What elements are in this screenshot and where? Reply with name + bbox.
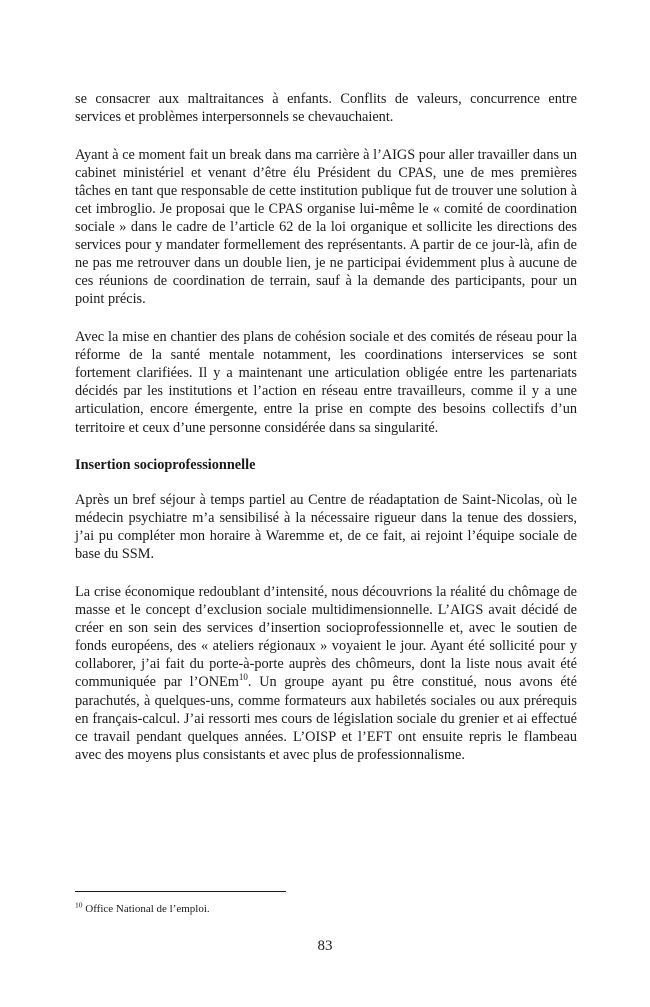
page-body xyxy=(75,90,577,783)
paragraph-cpas: Ayant à ce moment fait un break dans ma carrière à l’AIGS pour aller travailler dans un cabinet ministériel et venant d’être élu Président du CPAS, une de mes premières tâches en tant que responsable de cette institution publique fut de trouver une solution à cet imbroglio. Je proposai que le CPAS organise lui-même le « comité de coordination sociale » dans le cadre de l’article 62 de la loi organique et sollicite les directions des services pour y mandater formellement des représentants. A partir de ce jour-là, afin de ne pas me retrouver dans un double lien, je ne participai évidemment plus à aucune de ces réunions de coordination de terrain, sauf à la demande des participants, pour un point précis. xyxy=(75,146,577,308)
paragraph-saint-nicolas: Après un bref séjour à temps partiel au Centre de réadaptation de Saint-Nicolas, où le médecin psychiatre m’a sensibilisé à la nécessaire rigueur dans la tenue des dossiers, j’ai pu compléter mon horaire à Waremme et, de ce fait, ai rejoint l’équipe sociale de base du SSM. xyxy=(75,492,577,563)
paragraph-text-after-ref: . Un groupe ayant pu être constitué, nous avons été parachutés, à quelques-uns, comme formateurs aux habiletés sociales ou aux prérequis en français-calcul. J’ai ressorti mes cours de législation sociale du grenier et ai effectué ce travail pendant quelques années. L’OISP et l’EFT ont ensuite repris le flambeau avec des moyens plus consistants et avec plus de professionnalisme. xyxy=(75,674,577,763)
paragraph-coordination: Avec la mise en chantier des plans de cohésion sociale et des comités de réseau pour la réforme de la santé mentale notamment, les coordinations interservices se sont fortement clarifiées. Il y a maintenant une articulation obligée entre les partenariats décidés par les institutions et l’action en réseau entre travailleurs, comme il y a une articulation, encore émergente, entre la prise en compte des besoins collectifs d’un territoire et ceux d’une personne considérée dans sa singularité. xyxy=(75,329,577,436)
paragraph-crise-economique xyxy=(75,583,577,764)
footnote xyxy=(75,900,577,916)
footnote-number: 10 xyxy=(75,900,83,910)
footnote-text: Office National de l’emploi. xyxy=(85,903,210,915)
section-heading: Insertion socioprofessionnelle xyxy=(75,457,256,474)
footnote-divider xyxy=(75,891,286,892)
footnote-reference[interactable]: 10 xyxy=(238,672,248,683)
paragraph-text-before-ref: La crise économique redoublant d’intensité, nous découvrions la réalité du chômage de masse et le concept d’exclusion sociale multidimensionnelle. L’AIGS avait décidé de créer en son sein des services d’insertion socioprofessionnelle et, avec le soutien de fonds européens, des « ateliers régionaux » voyaient le jour. Ayant été sollicité pour y collaborer, j’ai fait du porte-à-porte auprès des chômeurs, dont la liste nous avait été communiquée par l’ONEm xyxy=(75,583,577,691)
paragraph-continuation: se consacrer aux maltraitances à enfants. Conflits de valeurs, concurrence entre services et problèmes interpersonnels se chevauchaient. xyxy=(75,91,577,126)
page-number: 83 xyxy=(317,938,333,954)
